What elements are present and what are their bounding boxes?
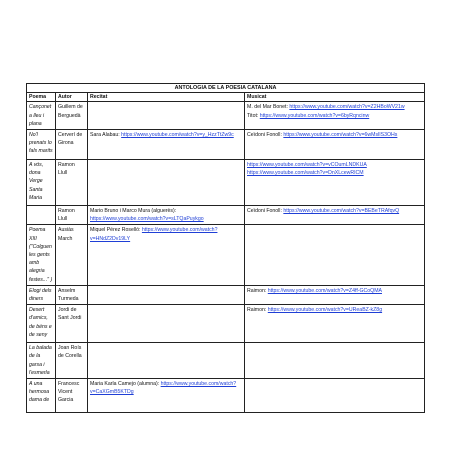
cell-autor: Cerverí de Girona [56,130,88,160]
cell-autor: Ausiàs March [56,225,88,285]
header-recitat: Recitat [88,93,245,102]
cell-recitat [88,130,245,160]
cell-musicat [245,206,425,225]
cell-recitat [88,160,245,206]
cell-recitat [88,285,245,304]
video-link[interactable]: https://www.youtube.com/watch?v=vCOumLNDKUA [247,162,367,169]
cell-musicat [245,305,425,343]
performer-label: Ceïdoni Fonoll: [247,132,284,139]
video-link[interactable]: https://www.youtube.com/watch?v=Z4ff-GCoQMA [267,287,382,294]
cell-recitat [88,305,245,343]
cell-autor: Joan Roís de Corella [56,343,88,379]
cell-musicat [245,130,425,160]
cell-musicat [245,160,425,206]
video-link[interactable]: https://www.youtube.com/watch?v=DnXLcewRICM [247,170,364,177]
cell-autor: Ramon Llull [56,160,88,206]
table-row [27,285,425,304]
table-row [27,206,425,225]
cell-autor: Francesc Vicent Garcia [56,379,88,413]
table-row [27,225,425,285]
performer-label: Raimon: [247,307,268,314]
table-row [27,102,425,130]
video-link[interactable]: https://www.youtube.com/watch?v=HNdZ2Dv19LY [90,227,218,242]
table-title: ANTOLOGIA DE LA POESIA CATALANA [27,84,425,93]
video-link[interactable]: https://www.youtube.com/watch?v=CaXGmB5KTDg [90,381,237,396]
cell-musicat [245,343,425,379]
video-link[interactable]: https://www.youtube.com/watch?v=Z2HBoWV21w [289,104,405,111]
cell-autor: Jordi de Sant Jordi [56,305,88,343]
cell-musicat [245,285,425,304]
cell-poema: A vós, dona Verge Santa Maria [27,160,56,206]
performer-label: Sara Alabau: [90,132,122,139]
cell-musicat [245,379,425,413]
performer-label: Miquel Pérez Roselló: [90,227,142,234]
performer-label: Titot: [247,112,260,119]
cell-poema: Elogi dels diners [27,285,56,304]
cell-recitat [88,206,245,225]
table-row [27,160,425,206]
cell-musicat [245,225,425,285]
anthology-table [26,83,425,413]
table-row [27,130,425,160]
performer-label: Maria Karla Camejo (alumna): [90,381,161,388]
video-link[interactable]: https://www.youtube.com/watch?v=sLTQaPuykgo [90,216,204,223]
cell-autor: Ramon Llull [56,206,88,225]
table-row [27,379,425,413]
cell-recitat [88,102,245,130]
cell-recitat [88,379,245,413]
cell-poema: La balada de la garsa i l'esmerla [27,343,56,379]
cell-poema: Desert d'amics, de béns e de seny [27,305,56,343]
table-row [27,305,425,343]
cell-poema: Poema XIII ("Colguen les gents amb alegria festes..." ) [27,225,56,285]
performer-label: Raimon: [247,287,268,294]
cell-autor: Guillem de Berguedà [56,102,88,130]
anthology-sheet [26,83,424,413]
video-link[interactable]: https://www.youtube.com/watch?v=UReaBZ-kZ8g [267,307,383,314]
video-link[interactable]: https://www.youtube.com/watch?v=6wMslIS3OHs [283,132,398,139]
cell-poema: A una hermosa dama de [27,379,56,413]
cell-musicat [245,102,425,130]
cell-autor: Anselm Turmeda [56,285,88,304]
cell-poema: No'l prenats lo fals marits [27,130,56,160]
video-link[interactable]: https://www.youtube.com/watch?v=6byRqncinw [259,112,370,119]
table-row [27,343,425,379]
header-musicat: Musicat [245,93,425,102]
video-link[interactable]: https://www.youtube.com/watch?v=BEBeTRAfqvQ [283,208,400,215]
header-autor: Autor [56,93,88,102]
cell-poema: Cançoneta lleu i plana [27,102,56,130]
cell-recitat [88,225,245,285]
cell-poema [27,206,56,225]
performer-label: Ceïdoni Fonoll: [247,208,284,215]
performer-label: Mario Bruno i Marco Mura (alguerès): [90,208,177,215]
video-link[interactable]: https://www.youtube.com/watch?v=y_HzzTtZw9c [121,132,234,139]
performer-label: M. del Mar Bonet: [247,104,290,111]
cell-recitat [88,343,245,379]
header-poema: Poema [27,93,56,102]
